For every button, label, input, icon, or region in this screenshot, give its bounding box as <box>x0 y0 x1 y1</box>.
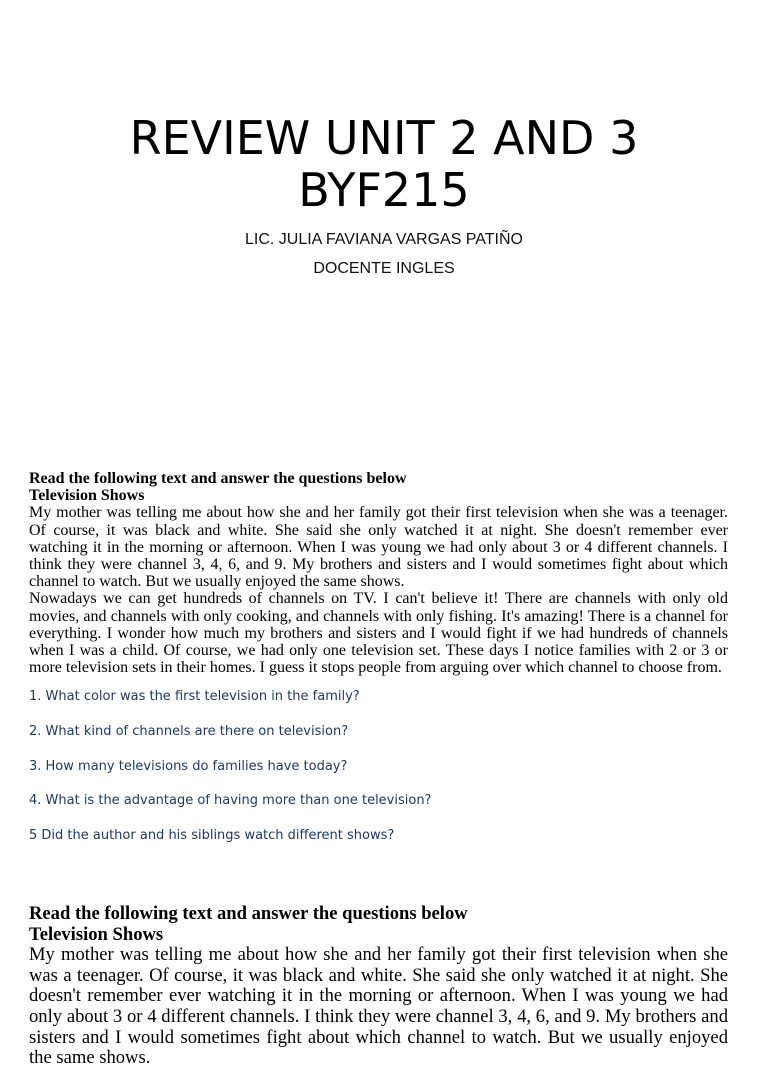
author-role: DOCENTE INGLES <box>313 260 455 277</box>
reading-heading: Television Shows <box>29 487 145 505</box>
reading-paragraph-2: Nowadays we can get hundreds of channels on TV. I can't believe it! There are channels with only old movies, and channels with only cooking, and channels with only fishing. It's amazing! There is a channel for everything. I wonder how much my brothers and sisters and I would fight if we had hundreds of channels when I was a child. Of course, we had only one television set. These days I notice families with 2 or 3 or more television sets in their homes. I guess it stops people from arguing over which channel to choose from. <box>29 590 728 677</box>
reading-section <box>29 470 728 676</box>
reading-heading-large: Television Shows <box>29 923 164 945</box>
author-name: LIC. JULIA FAVIANA VARGAS PATIÑO <box>244 231 523 248</box>
question-item: 4. What is the advantage of having more than one television? <box>29 793 432 809</box>
page-title <box>0 112 768 216</box>
reading-paragraph-1: My mother was telling me about how she and her family got their first television when she was a teenager. Of course, it was black and white. She said she only watched it at night. She doesn't remember ever watching it in the morning or afternoon. When I was young we had only about 3 or 4 different channels. I think they were channel 3, 4, 6, and 9. My brothers and sisters and I would sometimes fight about which channel to watch. But we usually enjoyed the same shows. <box>29 504 728 591</box>
reading-paragraph-1-large: My mother was telling me about how she and her family got their first television when she was a teenager. Of course, it was black and white. She said she only watched it at night. She doesn't remember ever watching it in the morning or afternoon. When I was young we had only about 3 or 4 different channels. I think they were channel 3, 4, 6, and 9. My brothers and sisters and I would sometimes fight about which channel to watch. But we usually enjoyed the same shows. <box>29 944 728 1069</box>
reading-instruction-large: Read the following text and answer the questions below <box>29 903 468 924</box>
reading-instruction: Read the following text and answer the questions below <box>29 470 407 487</box>
title-line-2: BYF215 <box>298 163 470 217</box>
question-item: 1. What color was the first television in the family? <box>29 689 360 704</box>
questions-list <box>29 688 729 862</box>
question-item: 2. What kind of channels are there on television? <box>29 723 349 739</box>
question-item: 5 Did the author and his siblings watch different shows? <box>29 828 395 844</box>
title-line-1: REVIEW UNIT 2 AND 3 <box>129 111 639 165</box>
reading-section-large <box>29 904 728 1069</box>
question-item: 3. How many televisions do families have today? <box>29 758 348 774</box>
